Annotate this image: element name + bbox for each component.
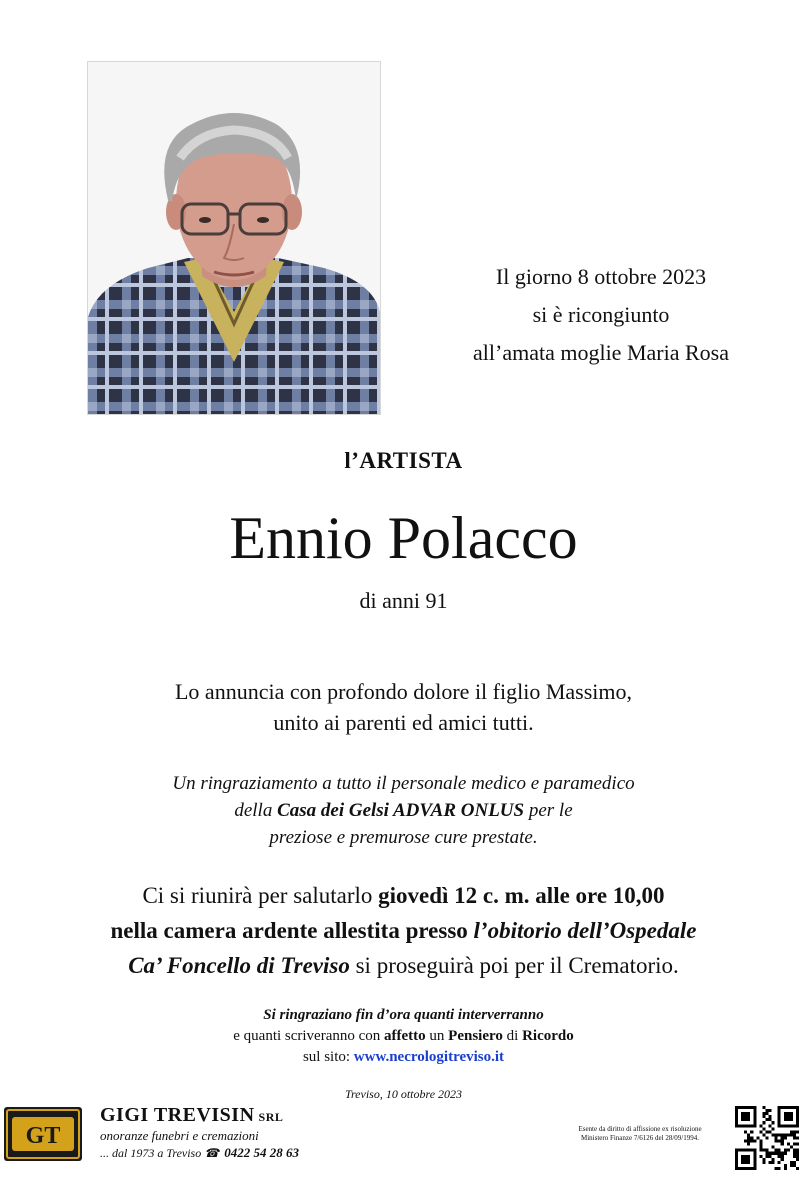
website-link[interactable]: www.necrologitreviso.it bbox=[353, 1049, 505, 1065]
closing-l2-a: e quanti scriveranno con bbox=[233, 1028, 385, 1044]
thanks-line-2-pre: della bbox=[234, 800, 278, 821]
intro-line-3: all’amata moglie Maria Rosa bbox=[473, 340, 729, 365]
closing-thanks: Si ringraziano fin d’ora quanti interverranno bbox=[263, 1007, 544, 1023]
hospice-name: Casa dei Gelsi ADVAR ONLUS bbox=[277, 800, 525, 821]
funeral-details bbox=[0, 878, 807, 983]
company-phone[interactable]: 0422 54 28 63 bbox=[224, 1145, 299, 1160]
exemption-line-1: Esente da diritto di affissione ex risoluzione bbox=[578, 1125, 702, 1133]
thanks-note bbox=[0, 770, 807, 851]
funeral-line-3 bbox=[0, 948, 807, 983]
funeral-line-3-post: si proseguirà poi per il Crematorio. bbox=[349, 953, 679, 978]
closing-l2-e: di bbox=[502, 1028, 523, 1044]
thanks-line-2 bbox=[0, 797, 807, 824]
intro-date-line: Il giorno 8 ottobre 2023 bbox=[495, 264, 707, 289]
company-contact bbox=[100, 1144, 299, 1162]
site-label: sul sito: bbox=[302, 1049, 354, 1065]
funeral-datetime: giovedì 12 c. m. alle ore 10,00 bbox=[378, 883, 665, 908]
company-suffix: SRL bbox=[258, 1110, 284, 1124]
exemption-line-2: Ministero Finanze 7/6126 del 28/09/1994. bbox=[580, 1134, 699, 1142]
announcement-line-2: unito ai parenti ed amici tutti. bbox=[273, 710, 534, 735]
logo-monogram: GT bbox=[25, 1123, 61, 1149]
funeral-location-pre: nella camera ardente allestita presso bbox=[110, 918, 474, 943]
company-tagline: onoranze funebri e cremazioni bbox=[100, 1128, 259, 1143]
closing-l2-c: un bbox=[425, 1028, 449, 1044]
closing-line-1 bbox=[0, 1005, 807, 1026]
announcement-line-1: Lo annuncia con profondo dolore il figlio Massimo, bbox=[174, 679, 633, 704]
closing-l2-f: Ricordo bbox=[522, 1028, 574, 1044]
funeral-location: l’obitorio dell’Ospedale bbox=[473, 918, 697, 943]
closing-l2-b: affetto bbox=[384, 1028, 426, 1044]
announcement bbox=[0, 676, 807, 738]
closing-note bbox=[0, 1005, 807, 1068]
telephone-icon: ☎ bbox=[204, 1146, 220, 1160]
company-name-line bbox=[100, 1104, 299, 1127]
funeral-line-1 bbox=[0, 878, 807, 913]
company-name: GIGI TREVISIN bbox=[100, 1104, 255, 1126]
thanks-line-1: Un ringraziamento a tutto il personale medico e paramedico bbox=[172, 773, 635, 794]
intro-line-2: si è ricongiunto bbox=[532, 302, 670, 327]
place-date: Treviso, 10 ottobre 2023 bbox=[344, 1087, 463, 1101]
closing-line-3 bbox=[0, 1047, 807, 1068]
funeral-line-1-pre: Ci si riunirà per salutarlo bbox=[142, 883, 379, 908]
thanks-line-2-post: per le bbox=[524, 800, 573, 821]
funeral-line-2 bbox=[0, 913, 807, 948]
portrait-illustration bbox=[88, 62, 380, 414]
hospital-name: Ca’ Foncello di Treviso bbox=[128, 953, 350, 978]
company-info bbox=[100, 1104, 299, 1162]
deceased-age: di anni 91 bbox=[359, 588, 448, 613]
tax-exemption-note bbox=[545, 1125, 735, 1143]
company-since: ... dal 1973 a Treviso bbox=[100, 1146, 202, 1160]
portrait-photo bbox=[87, 61, 381, 415]
company-logo bbox=[3, 1106, 83, 1162]
deceased-name: Ennio Polacco bbox=[229, 505, 578, 571]
deceased-title: l’ARTISTA bbox=[344, 448, 463, 473]
thanks-line-3: preziose e premurose cure prestate. bbox=[269, 827, 538, 848]
closing-l2-d: Pensiero bbox=[448, 1028, 503, 1044]
closing-line-2 bbox=[0, 1026, 807, 1047]
qr-code-icon[interactable] bbox=[735, 1106, 799, 1170]
intro-text bbox=[440, 258, 762, 372]
